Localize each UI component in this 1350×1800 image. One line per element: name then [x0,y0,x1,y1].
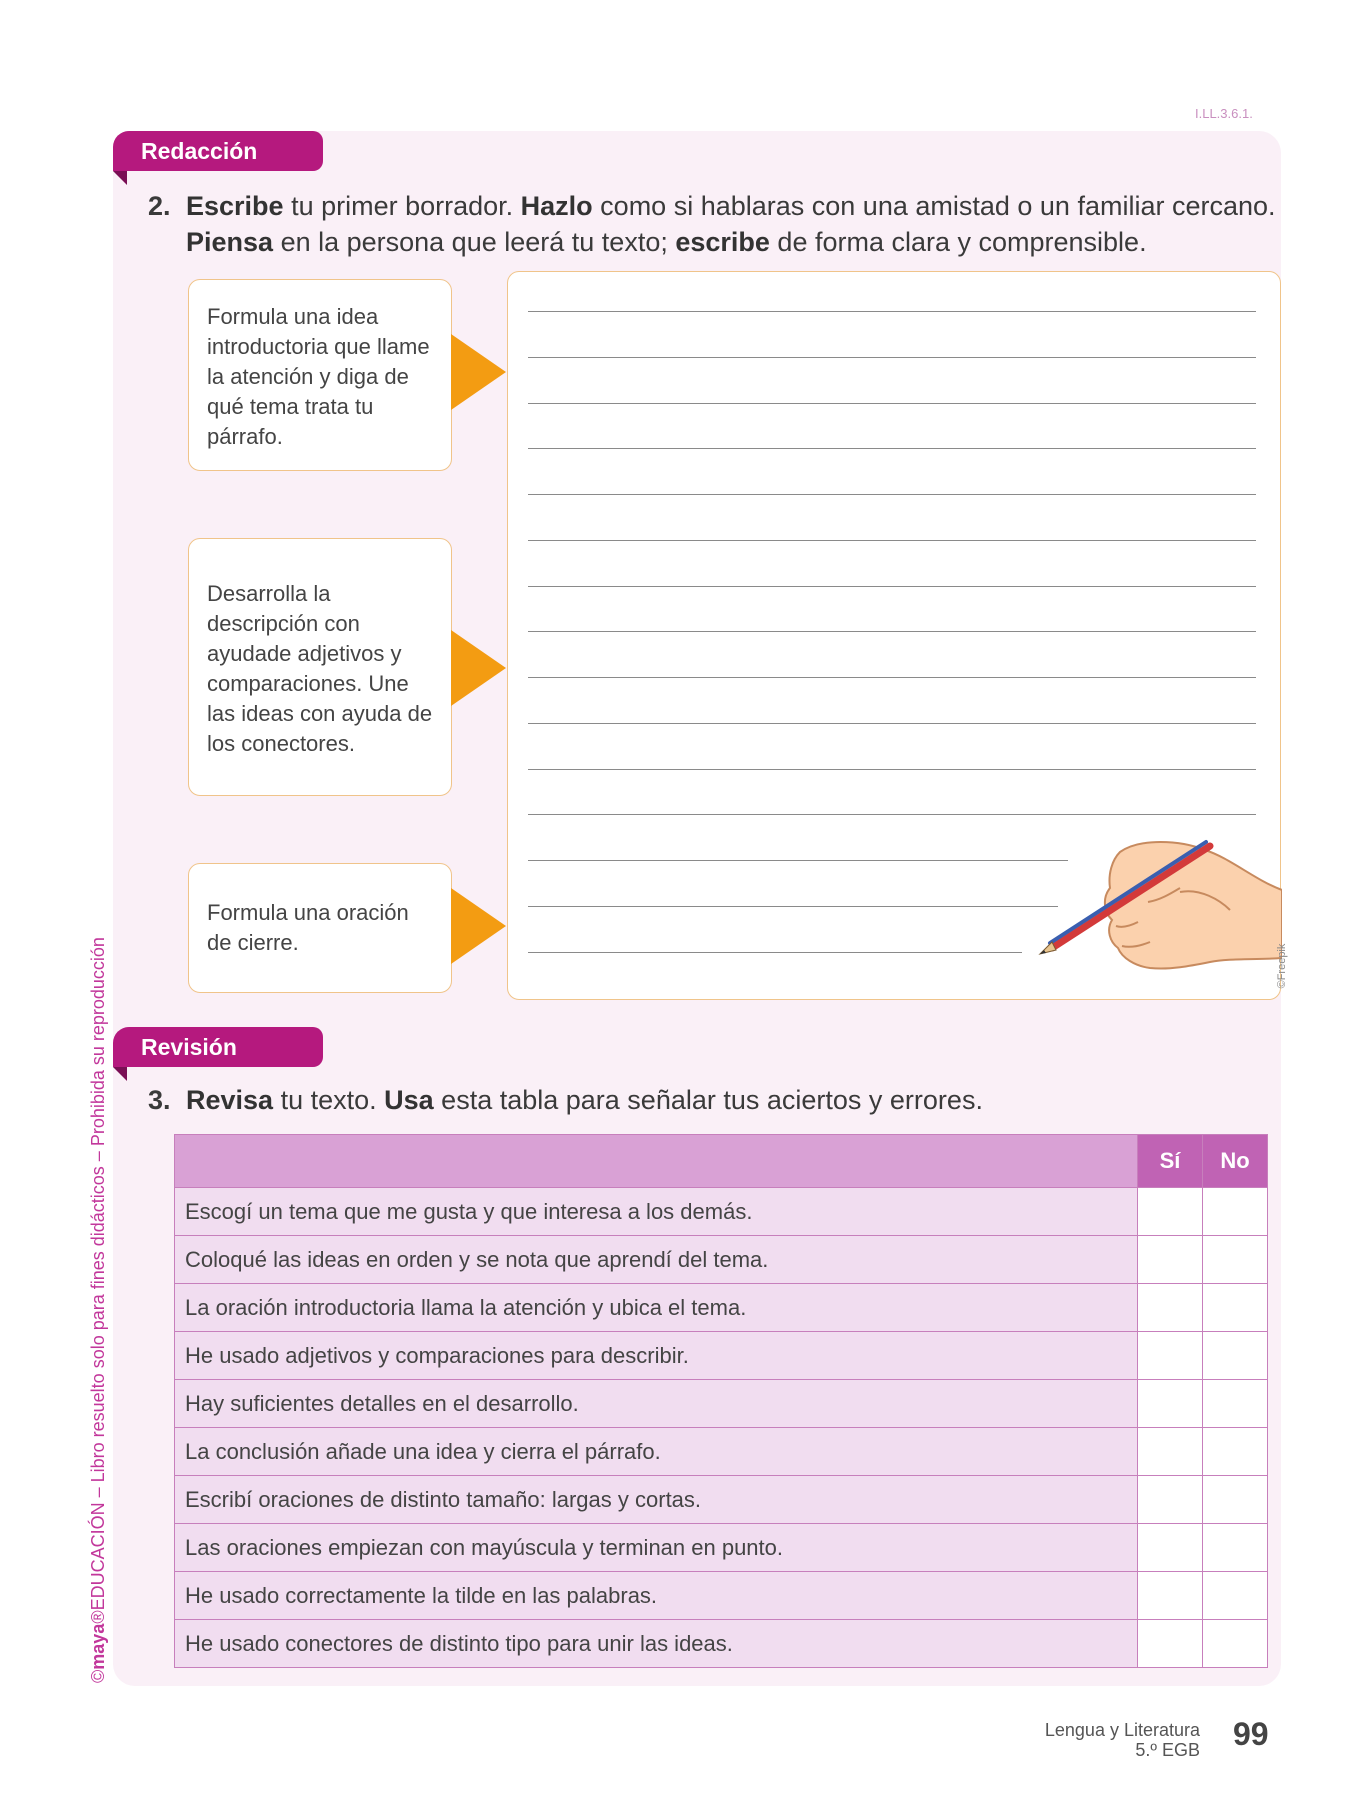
check-cell-yes[interactable] [1138,1620,1203,1668]
writing-line [528,631,1256,632]
table-row [175,1332,1268,1380]
hint-introduction: Formula una idea introductoria que llame la atención y diga de qué tema trata tu párrafo. [188,279,452,471]
arrow-right-icon [451,630,506,706]
check-cell-no[interactable] [1203,1380,1268,1428]
check-cell-no[interactable] [1203,1620,1268,1668]
footer-subject [1045,1720,1200,1760]
instruction-verb: Piensa [186,227,274,257]
instruction-number: 3. [148,1085,171,1115]
check-cell-no[interactable] [1203,1428,1268,1476]
instruction-number: 2. [148,191,171,221]
instruction-verb: Escribe [186,191,284,221]
criterion-text: Hay suficientes detalles en el desarrollo. [175,1380,1138,1428]
instruction-text: tu primer borrador. [283,191,521,221]
subject-name: Lengua y Literatura [1044,1720,1200,1740]
instruction-text: en la persona que leerá tu texto; [273,227,676,257]
table-row [175,1620,1268,1668]
instruction-text: esta tabla para señalar tus aciertos y errores. [433,1085,983,1115]
instruction-line [186,1085,983,1115]
criterion-text: Escogí un tema que me gusta y que interesa a los demás. [175,1188,1138,1236]
writing-line [528,403,1256,404]
instruction-line-2 [186,227,1147,257]
table-row [175,1476,1268,1524]
instruction-verb: escribe [675,227,770,257]
table-row [175,1428,1268,1476]
writing-line [528,769,1256,770]
instruction-line-1 [186,191,1276,221]
check-cell-yes[interactable] [1138,1476,1203,1524]
writing-line [528,540,1256,541]
check-cell-yes[interactable] [1138,1188,1203,1236]
check-cell-no[interactable] [1203,1236,1268,1284]
criterion-text: Escribí oraciones de distinto tamaño: largas y cortas. [175,1476,1138,1524]
instruction-text: de forma clara y comprensible. [769,227,1147,257]
copyright-symbol: © [88,1669,108,1683]
page-number: 99 [1233,1716,1269,1752]
table-row [175,1284,1268,1332]
table-row [175,1380,1268,1428]
check-cell-no[interactable] [1203,1284,1268,1332]
table-row [175,1236,1268,1284]
table-header-no: No [1203,1135,1268,1188]
hint-development: Desarrolla la descripción con ayudade adjetivos y comparaciones. Une las ideas con ayuda de los conectores. [188,538,452,796]
writing-line [528,677,1256,678]
check-cell-no[interactable] [1203,1476,1268,1524]
side-copyright [86,900,110,1720]
writing-line [528,952,1022,953]
brand-logo: maya [88,1623,108,1670]
hint-closing: Formula una oración de cierre. [188,863,452,993]
table-header-yes: Sí [1138,1135,1203,1188]
check-cell-yes[interactable] [1138,1524,1203,1572]
criterion-text: La conclusión añade una idea y cierra el párrafo. [175,1428,1138,1476]
table-row [175,1572,1268,1620]
section-tab-revision: Revisión [113,1027,323,1067]
writing-line [528,723,1256,724]
writing-line [528,311,1256,312]
criterion-text: La oración introductoria llama la atención y ubica el tema. [175,1284,1138,1332]
instruction-2 [148,188,1276,260]
section-tab-redaccion: Redacción [113,131,323,171]
check-cell-no[interactable] [1203,1572,1268,1620]
hand-pencil-icon [1030,830,1282,990]
page-code: I.LL.3.6.1. [1195,106,1253,121]
instruction-verb: Hazlo [520,191,593,221]
registered-mark: ® [88,1610,108,1624]
instruction-verb: Revisa [186,1085,274,1115]
table-row [175,1524,1268,1572]
writing-line [528,906,1058,907]
instruction-3 [148,1082,983,1118]
criterion-text: He usado correctamente la tilde en las palabras. [175,1572,1138,1620]
writing-line [528,814,1256,815]
copyright-text: EDUCACIÓN – Libro resuelto solo para fines didácticos – Prohibida su reproducción [88,937,108,1611]
criterion-text: He usado conectores de distinto tipo para unir las ideas. [175,1620,1138,1668]
instruction-text: como si hablaras con una amistad o un familiar cercano. [592,191,1276,221]
writing-line [528,586,1256,587]
writing-line [528,448,1256,449]
check-cell-yes[interactable] [1138,1380,1203,1428]
instruction-text: tu texto. [273,1085,385,1115]
criterion-text: He usado adjetivos y comparaciones para describir. [175,1332,1138,1380]
writing-line [528,494,1256,495]
check-cell-no[interactable] [1203,1524,1268,1572]
arrow-right-icon [451,888,506,964]
instruction-verb: Usa [384,1085,434,1115]
check-cell-yes[interactable] [1138,1236,1203,1284]
writing-line [528,357,1256,358]
check-cell-yes[interactable] [1138,1572,1203,1620]
grade-level: 5.º EGB [1135,1740,1200,1760]
arrow-right-icon [451,334,506,410]
criterion-text: Las oraciones empiezan con mayúscula y terminan en punto. [175,1524,1138,1572]
check-cell-no[interactable] [1203,1188,1268,1236]
check-cell-yes[interactable] [1138,1332,1203,1380]
check-cell-yes[interactable] [1138,1428,1203,1476]
criterion-text: Coloqué las ideas en orden y se nota que aprendí del tema. [175,1236,1138,1284]
check-cell-no[interactable] [1203,1332,1268,1380]
table-header-criteria [175,1135,1138,1188]
revision-table [174,1134,1268,1668]
table-row [175,1188,1268,1236]
check-cell-yes[interactable] [1138,1284,1203,1332]
writing-line [528,860,1068,861]
